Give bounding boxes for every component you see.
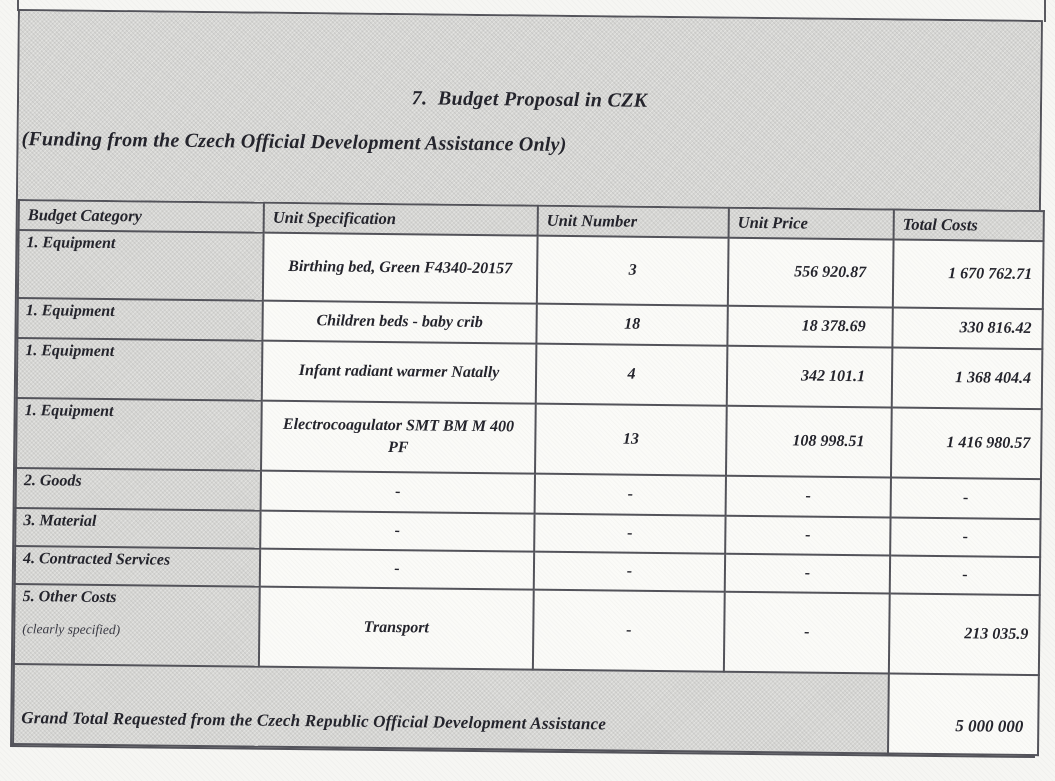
total-costs-cell: 213 035.9 [889, 593, 1040, 675]
total-costs-cell: - [890, 517, 1040, 557]
budget-category-cell [15, 508, 260, 549]
unit-number-cell: - [535, 474, 726, 516]
budget-table [12, 199, 1045, 756]
total-costs-cell: - [891, 477, 1041, 519]
budget-category-cell [16, 398, 262, 471]
unit-specification-cell: Infant radiant warmer Natally [262, 341, 537, 404]
section-subtitle: (Funding from the Czech Official Development Assistance Only) [21, 128, 567, 156]
unit-number-cell: 3 [537, 236, 729, 306]
unit-number-cell: 18 [536, 304, 727, 346]
total-costs-cell: 330 816.42 [892, 307, 1042, 349]
unit-price-cell: - [725, 516, 890, 556]
budget-category-text: 1. Equipment [26, 234, 116, 253]
column-header-unit-specification: Unit Specification [264, 203, 538, 236]
unit-price-cell: - [725, 554, 890, 594]
budget-category-text: 3. Material [23, 512, 97, 530]
unit-specification-cell: - [261, 471, 535, 514]
table-row [18, 230, 1044, 309]
budget-category-note: (clearly specified) [22, 621, 121, 638]
budget-category-text: 5. Other Costs [22, 588, 117, 607]
grand-total-label: Grand Total Requested from the Czech Republic Official Development Assistance [13, 664, 889, 753]
budget-proposal-section [10, 9, 1043, 758]
section-title: 7. Budget Proposal in CZK [411, 87, 648, 112]
unit-specification-cell: - [260, 511, 534, 552]
unit-specification-cell: Birthing bed, Green F4340-20157 [263, 233, 538, 304]
budget-category-text: 4. Contracted Services [22, 550, 171, 569]
budget-category-cell [15, 546, 260, 587]
unit-price-cell: 556 920.87 [728, 238, 894, 308]
unit-number-cell: - [534, 552, 725, 592]
column-header-unit-number: Unit Number [538, 206, 729, 238]
unit-price-cell: 342 101.1 [727, 346, 893, 408]
unit-price-cell: 108 998.51 [726, 406, 892, 478]
unit-price-cell: - [724, 592, 890, 674]
previous-content-border-right [1044, 0, 1046, 22]
table-row [17, 338, 1043, 409]
unit-price-cell: 18 378.69 [727, 306, 892, 348]
budget-category-text: 1. Equipment [25, 342, 115, 361]
unit-specification-cell: Children beds - baby crib [262, 301, 536, 344]
total-costs-cell: - [890, 555, 1040, 595]
table-row [16, 398, 1042, 479]
unit-number-cell: 4 [536, 344, 728, 406]
column-header-budget-category: Budget Category [19, 200, 264, 233]
budget-category-cell [16, 468, 261, 511]
budget-category-cell [14, 584, 260, 667]
unit-number-cell: - [533, 590, 725, 672]
total-costs-cell: 1 368 404.4 [892, 347, 1043, 409]
budget-category-text: 1. Equipment [24, 402, 114, 421]
budget-category-text: 1. Equipment [25, 302, 115, 321]
total-costs-cell: 1 416 980.57 [891, 407, 1042, 479]
budget-category-text: 2. Goods [23, 472, 82, 490]
title-block [18, 11, 1041, 210]
column-header-total-costs: Total Costs [894, 209, 1044, 241]
unit-price-cell: - [726, 476, 891, 518]
budget-category-cell [17, 338, 263, 401]
budget-category-cell [17, 298, 262, 341]
unit-number-cell: - [534, 514, 725, 554]
table-row [14, 584, 1040, 675]
unit-specification-cell: Transport [259, 587, 534, 670]
column-header-unit-price: Unit Price [729, 208, 894, 240]
grand-total-row [13, 664, 1039, 755]
budget-table-body [14, 230, 1044, 675]
budget-category-cell [18, 230, 264, 301]
unit-specification-cell: - [260, 549, 534, 590]
unit-specification-cell: Electrocoagulator SMT BM M 400 PF [261, 401, 536, 474]
total-costs-cell: 1 670 762.71 [893, 239, 1044, 309]
unit-number-cell: 13 [535, 404, 727, 476]
grand-total-value: 5 000 000 [888, 673, 1039, 755]
